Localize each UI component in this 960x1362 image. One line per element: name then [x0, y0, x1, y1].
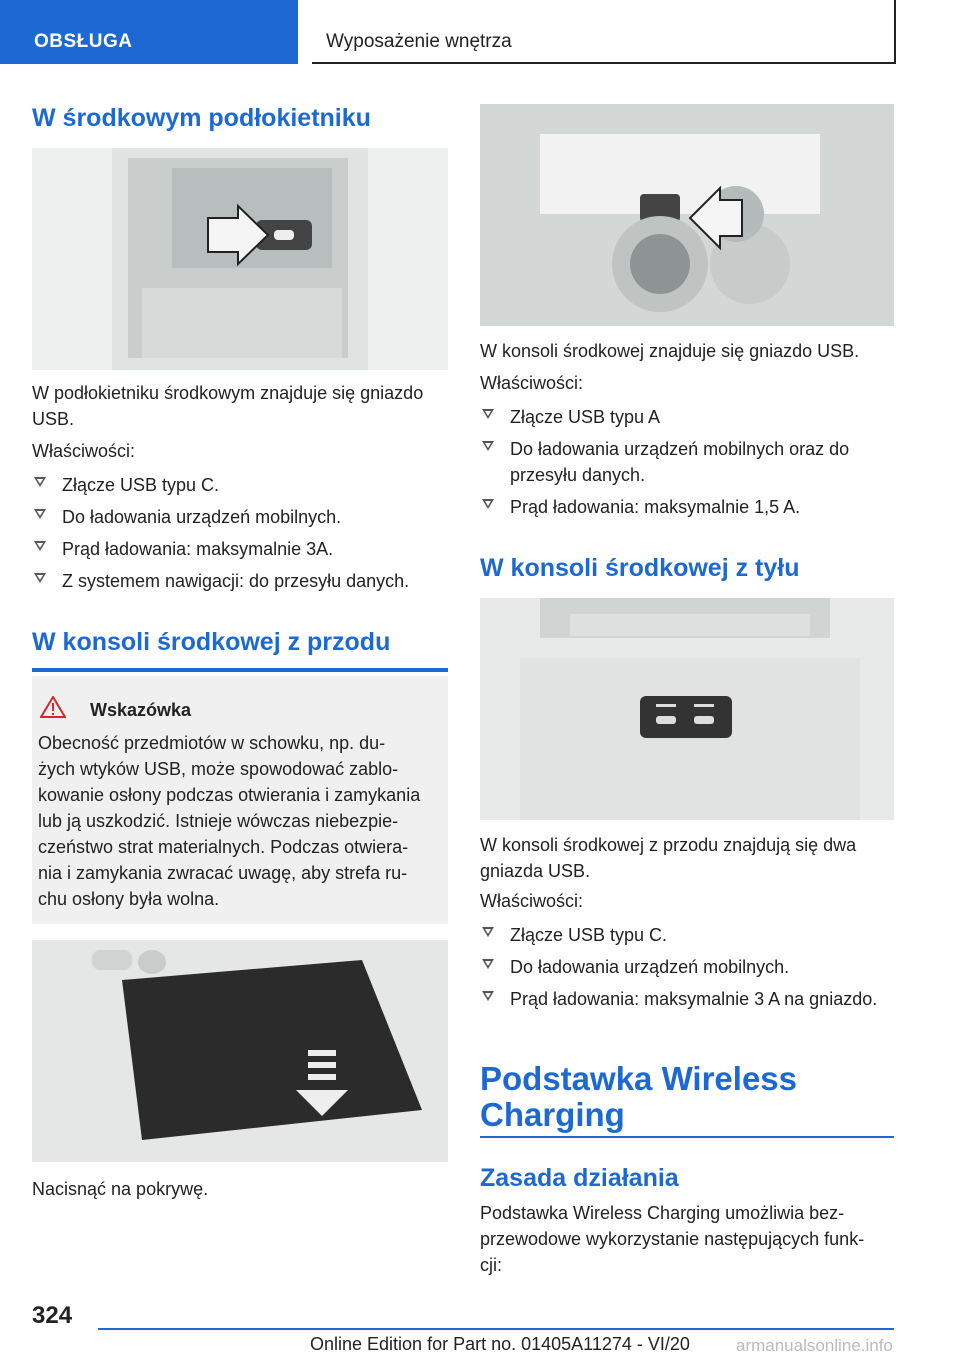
heading-armrest: W środkowym podłokietniku	[32, 104, 371, 132]
bullet-triangle-icon	[34, 573, 46, 583]
armrest-props-label: Właściwości:	[32, 441, 136, 461]
bullet-triangle-icon	[482, 927, 494, 937]
front-console-desc: W konsoli środkowej znajduje się gniazdo USB.	[480, 341, 860, 361]
heading-wireless-charging-line2: Charging	[480, 1096, 625, 1133]
front-console-usb-photo	[480, 104, 894, 326]
section-divider	[32, 668, 448, 672]
rear-console-desc-line2: gniazda USB.	[480, 861, 591, 881]
section-tab	[0, 0, 298, 64]
heading-front-console: W konsoli środkowej z przodu	[32, 628, 391, 656]
principle-text: Podstawka Wireless Charging umożliwia bez- przewodowe wykorzystanie następujących funk- cji:	[480, 1203, 865, 1275]
warning-box	[32, 676, 448, 924]
armrest-desc-line2: USB.	[32, 409, 75, 429]
bullet-triangle-icon	[34, 477, 46, 487]
rear-console-desc-line1: W konsoli środkowej z przodu znajdują się dwa	[480, 835, 857, 855]
bullet-triangle-icon	[482, 991, 494, 1001]
heading-rear-console: W konsoli środkowej z tyłu	[480, 554, 800, 582]
bullet-triangle-icon	[34, 541, 46, 551]
warning-title: Wskazówka	[90, 700, 192, 720]
armrest-desc-line1: W podłokietniku środkowym znajduje się gniazdo	[32, 383, 424, 403]
bullet-triangle-icon	[482, 959, 494, 969]
warning-text: Obecność przedmiotów w schowku, np. du- żych wtyków USB, może spowodować zablo- kowanie osłony podczas otwierania i zamykania lub ją uszkodzić. Istnieje wówczas niebezpie- czeństwo strat materialnych. Podczas otwiera- nia i zamykania zwracać uwagę, aby strefa ru- chu osłony była wolna.	[38, 733, 421, 909]
bullet-triangle-icon	[482, 499, 494, 509]
rear-console-usb-photo	[480, 598, 894, 820]
warning-triangle-icon	[40, 696, 66, 718]
heading-wireless-charging-line1: Podstawka Wireless	[480, 1060, 798, 1097]
watermark: armanualsonline.info	[736, 1336, 893, 1355]
section-label: OBSŁUGA	[34, 31, 133, 52]
heading-principle: Zasada działania	[480, 1164, 679, 1192]
bullet-triangle-icon	[482, 409, 494, 419]
page-number: 324	[32, 1302, 73, 1329]
bullet-triangle-icon	[482, 441, 494, 451]
chapter-title: Wyposażenie wnętrza	[326, 31, 512, 52]
footer-divider	[98, 1328, 894, 1330]
section-divider	[480, 1136, 894, 1138]
bullet-triangle-icon	[34, 509, 46, 519]
front-console-props-label: Właściwości:	[480, 373, 584, 393]
chapter-header	[312, 0, 896, 64]
armrest-usb-photo	[32, 148, 448, 370]
rear-console-props-label: Właściwości:	[480, 891, 584, 911]
console-cover-caption: Nacisnąć na pokrywę.	[32, 1179, 209, 1199]
edition-text: Online Edition for Part no. 01405A11274 - VI/20	[310, 1334, 690, 1354]
console-cover-photo	[32, 940, 448, 1162]
